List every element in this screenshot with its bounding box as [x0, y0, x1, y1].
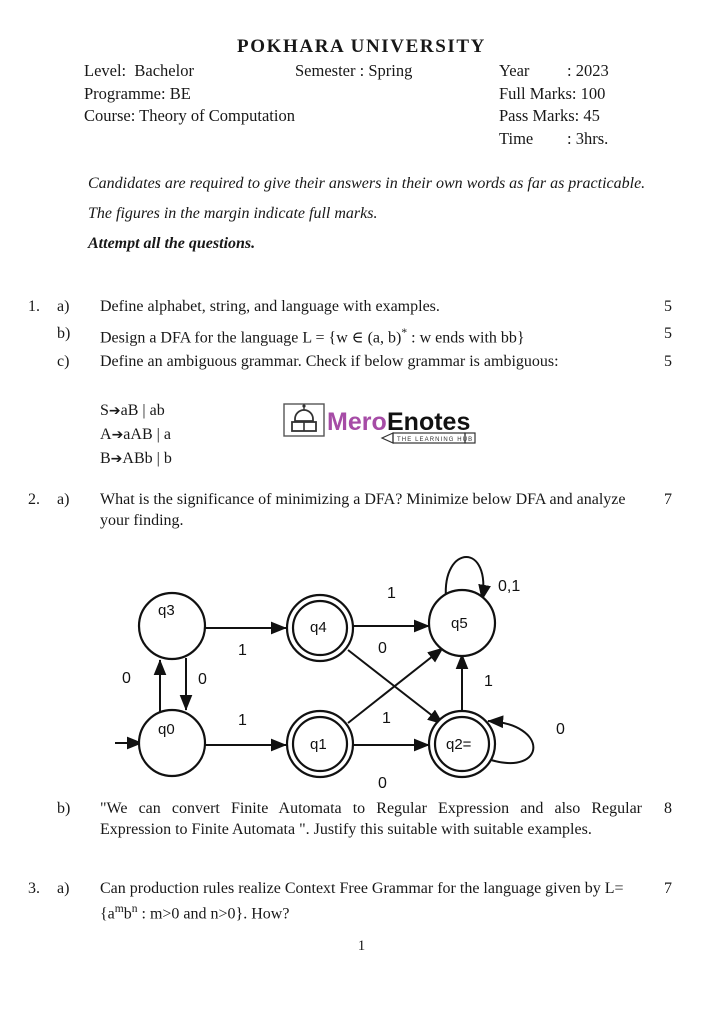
- edge-label-q3-q0: 0: [198, 671, 207, 688]
- question-marks: 8: [664, 800, 672, 817]
- exponent-m: m: [114, 903, 124, 915]
- edge-label-q3-q4: 1: [238, 642, 247, 659]
- arrow-icon: ➔: [111, 427, 124, 443]
- header-row-programme: [84, 83, 684, 106]
- edge-label-q4-q2: 0: [378, 640, 387, 657]
- grammar-rule-3: [100, 447, 172, 471]
- question-marks: 5: [664, 325, 672, 342]
- question-letter: b): [57, 800, 71, 817]
- question-number: 1.: [28, 298, 40, 315]
- year-label: Year: [499, 61, 530, 80]
- question-letter: a): [57, 298, 70, 315]
- grammar-productions: [100, 399, 172, 471]
- grammar-rule-1: [100, 399, 172, 423]
- question-number: 2.: [28, 491, 40, 508]
- state-label-q3: q3: [158, 602, 175, 619]
- level-value: Bachelor: [134, 61, 194, 80]
- question-text: "We can convert Finite Automata to Regular Expression and also Regular Expression to Finite Automata ". Justify this suitable with suitable examples.: [100, 800, 642, 838]
- question-letter: a): [57, 491, 70, 508]
- question-number: 3.: [28, 880, 40, 897]
- grammar-rule-2: [100, 423, 172, 447]
- edge-label-q0-q1: 1: [238, 712, 247, 729]
- instruction-line-1: Candidates are required to give their answers in their own words as far as practicable.: [88, 175, 646, 192]
- header-row-level: [84, 60, 684, 83]
- question-letter: a): [57, 880, 70, 897]
- header-row-time: [84, 128, 684, 151]
- exam-header: [84, 60, 684, 150]
- kleene-star: *: [401, 327, 408, 339]
- dfa-state-diagram: [110, 538, 580, 794]
- edge-label-q1-q2: 0: [378, 775, 387, 792]
- grammar-rhs: aB | ab: [120, 402, 165, 419]
- state-label-q1: q1: [310, 736, 327, 753]
- exponent-n: n: [131, 903, 138, 915]
- question-letter: c): [57, 353, 70, 370]
- edge-label-q4-q5: 1: [387, 585, 396, 602]
- state-label-q0: q0: [158, 721, 175, 738]
- logo-tagline: THE LEARNING HUB: [397, 437, 474, 443]
- programme-field: Programme: BE: [84, 83, 191, 103]
- state-label-q2: q2=: [446, 736, 472, 753]
- grammar-rhs: aAB | a: [123, 426, 171, 443]
- arrow-icon: ➔: [110, 451, 123, 467]
- edge-label-q2-self: 0: [556, 721, 565, 738]
- grammar-rhs: ABb | b: [122, 450, 172, 467]
- question-marks: 7: [664, 491, 672, 508]
- time-label: Time: [499, 128, 534, 148]
- question-marks: 5: [664, 298, 672, 315]
- arrow-icon: ➔: [108, 403, 121, 419]
- question-text: Define an ambiguous grammar. Check if below grammar is ambiguous:: [100, 353, 559, 370]
- watermark-logo: [283, 402, 488, 448]
- question-marks: 5: [664, 353, 672, 370]
- state-label-q4: q4: [310, 619, 327, 636]
- instructions-block: [88, 172, 654, 255]
- instruction-line-3: Attempt all the questions.: [88, 235, 256, 252]
- question-text: What is the significance of minimizing a DFA? Minimize below DFA and analyze your finding.: [100, 491, 626, 529]
- page-number: 1: [357, 938, 366, 954]
- semester-field: Semester : Spring: [295, 61, 413, 80]
- question-text: Design a DFA for the language L = {w ∈ (a, b)* : w ends with bb}: [100, 327, 525, 347]
- question-marks: 7: [664, 880, 672, 897]
- edge-label-q1-q5: 1: [382, 710, 391, 727]
- question-letter: b): [57, 325, 71, 342]
- book-reader-icon: [284, 404, 324, 436]
- grammar-lhs: B: [100, 450, 111, 467]
- edge-label-q2-q5: 1: [484, 673, 493, 690]
- question-text: Can production rules realize Context Free Grammar for the language given by $L=\{a^mb^n$ : m>0 and n>0}. How?: [100, 880, 624, 923]
- level-label: Level:: [84, 61, 127, 80]
- grammar-lhs: S: [100, 402, 109, 419]
- time-value: : 3hrs.: [567, 128, 609, 148]
- header-row-course: [84, 105, 684, 128]
- year-value: : 2023: [567, 61, 609, 80]
- edge-label-q5-self: 0,1: [498, 578, 521, 595]
- full-marks-field: Full Marks: 100: [499, 83, 606, 103]
- course-field: Course: Theory of Computation: [84, 106, 295, 125]
- level-field: [84, 60, 194, 83]
- page-title: POKHARA UNIVERSITY: [237, 36, 486, 57]
- question-text: Define alphabet, string, and language with examples.: [100, 298, 440, 315]
- grammar-lhs: A: [100, 426, 112, 443]
- instruction-line-2: The figures in the margin indicate full marks.: [88, 205, 378, 222]
- edge-label-q0-q3: 0: [122, 670, 131, 687]
- state-q0: [139, 710, 205, 776]
- logo-text-secondary: Enotes: [387, 408, 471, 436]
- pass-marks-field: Pass Marks: 45: [499, 106, 600, 125]
- state-label-q5: q5: [451, 615, 468, 632]
- logo-text-primary: Mero: [327, 408, 387, 436]
